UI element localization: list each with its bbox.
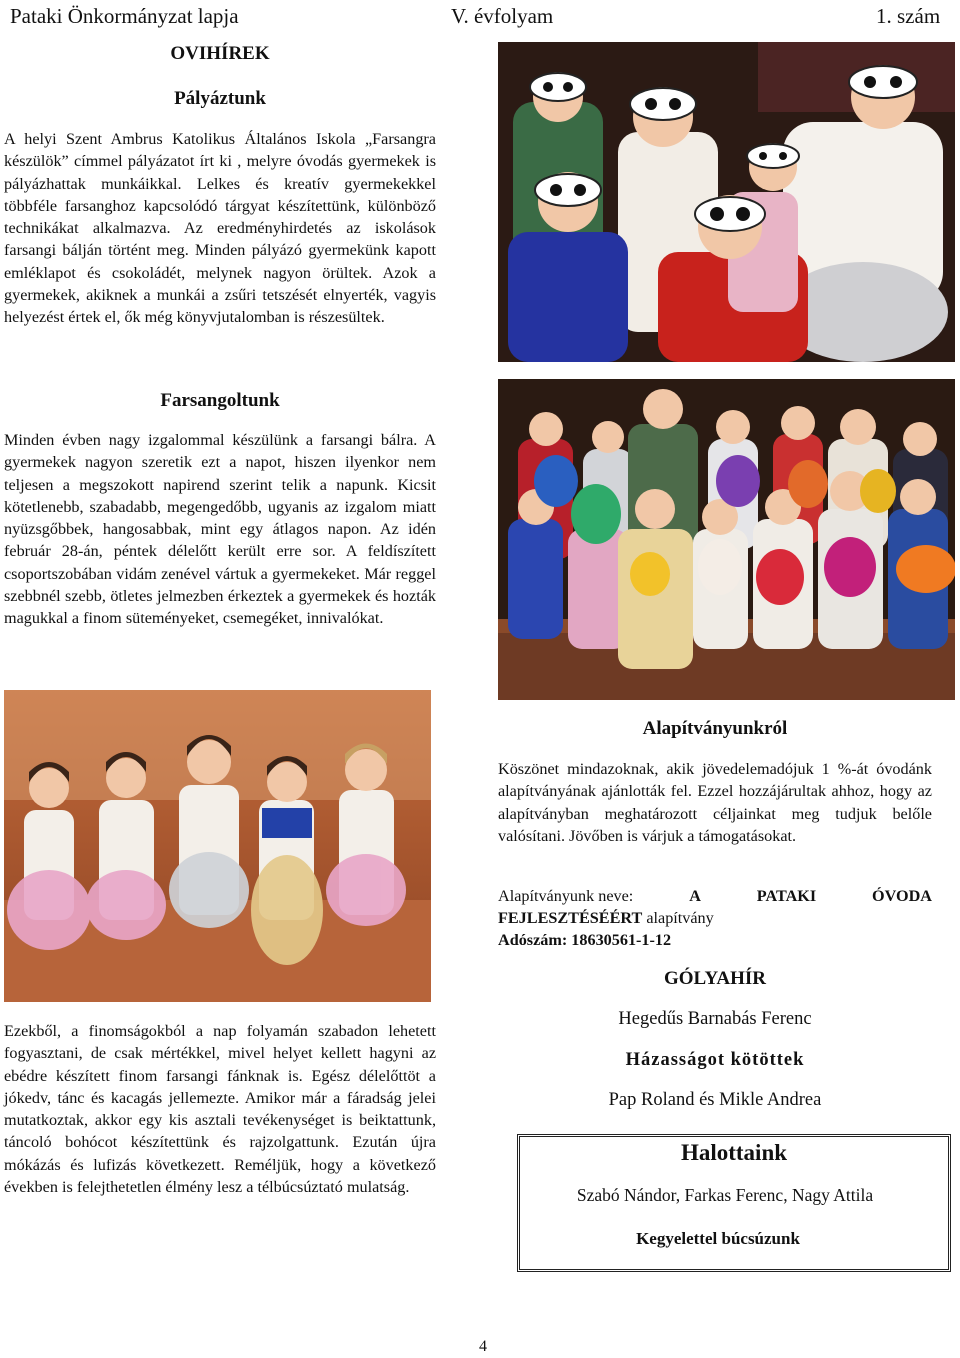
paragraph-palyaztunk: A helyi Szent Ambrus Katolikus Általános Iskola „Farsangra készülök” címmel pályázatot írt ki , melyre óvodás gyermekek is pályázhattak munkáikkal. Lelkes és kreatív gyermekekkel többféle farsanghoz kapcsolódó tárgyat készítettünk, különböző technikákat alkalmazva. Az eredményhirdetés az iskolások farsangi bálján történt meg. Minden pályázó gyermekünk kapott emléklapot és csokoládét, melynek nagyon örültek. Azok a gyermekek, akiknek a munkái a zsűri tetszését elnyerték, vagyis helyezést értek el, ők még könyvjutalomban is részesültek. (4, 130, 436, 327)
birth-name: Hegedűs Barnabás Ferenc (618, 1009, 812, 1029)
foundation-name-line (498, 885, 932, 907)
foundation-name-suffix: alapítvány (646, 909, 714, 927)
foundation-name-bold-pataki: PATAKI (756, 887, 817, 905)
tax-id: Adószám: 18630561-1-12 (498, 931, 672, 949)
married-names: Pap Roland és Mikle Andrea (608, 1090, 822, 1110)
issue-label: 1. szám (876, 4, 941, 28)
photo-panda-masks (498, 42, 955, 362)
heading-golyahir: GÓLYAHÍR (663, 968, 767, 989)
heading-halottaink: Halottaink (680, 1140, 788, 1165)
section-title-ovihirek: OVIHÍREK (170, 43, 270, 64)
foundation-name-bold-a: A (689, 887, 701, 905)
foundation-name-bold-ovoda: ÓVODA (872, 887, 932, 905)
foundation-name-bold-rest: FEJLESZTÉSÉÉRT (498, 909, 643, 927)
deceased-names: Szabó Nándor, Farkas Ferenc, Nagy Attila (576, 1185, 874, 1205)
heading-farsangoltunk: Farsangoltunk (160, 390, 280, 411)
heading-hazassagot-kotottek: Házasságot kötöttek (625, 1050, 805, 1070)
publication-title: Pataki Önkormányzat lapja (10, 4, 239, 28)
photo-fairy-costumes (4, 690, 431, 1002)
heading-palyaztunk: Pályáztunk (174, 88, 266, 109)
foundation-name-line2 (498, 907, 932, 929)
photo-group-balloons (498, 379, 955, 700)
paragraph-closing: Ezekből, a finomságokból a nap folyamán szabadon lehetett fogyasztani, de csak mértékkel, mivel helyet kellett hagyni az ebédre készített finom farsangi fánknak is. Egész délelőttöt a jókedv, tánc és kacagás jellemezte. Amikor már a fáradság jelei mutatkoztak, akkor egy kis asztali tevékenységet is beiktattunk, táncoló bohócot készítettünk és rajzolgattunk. Ezután újra mókázás és lufizás következett. Reméljük, hogy a következő években is felejthetetlen élmény lesz a télbúcsúztató mulatság. (4, 1022, 436, 1197)
paragraph-farsangoltunk: Minden évben nagy izgalommal készülünk a farsangi bálra. A gyermekek nagyon szeretik ezt a napot, hiszen ilyenkor nem teljesen a megszokott napirend szerint telik a napunk. Kicsit kötetlenebb, szabadabb, megengedőbb, ugyanis az izgalom miatt nyüzsgőbbek, hangosabbak, mint egy átlagos napon. Az idén február 28-án, péntek délelőtt került erre sor. A feldíszített csoportszobában vidám zenével vártuk a gyermekeket. Már reggel szebbnél szebb, ötletes jelmezben érkeztek a gyermekek és hozták magukkal a finom süteményeket, csemegéket, innivalókat. (4, 431, 436, 628)
heading-alapitvanyunkrol: Alapítványunkról (642, 718, 788, 739)
farewell-text: Kegyelettel búcsúzunk (636, 1229, 800, 1248)
foundation-name-label: Alapítványunk neve: (498, 887, 634, 905)
page-number: 4 (479, 1338, 487, 1355)
volume-label: V. évfolyam (451, 4, 554, 28)
paragraph-alapitvany: Köszönet mindazoknak, akik jövedelemadójuk 1 %-át óvodánk alapítványának ajánlották fel. Ezzel hozzájárultak ahhoz, hogy az alapítványban meghatározott céljainkat meg tudjuk belőle valósítani. Jövőben is várjuk a támogatásokat. (498, 760, 932, 845)
